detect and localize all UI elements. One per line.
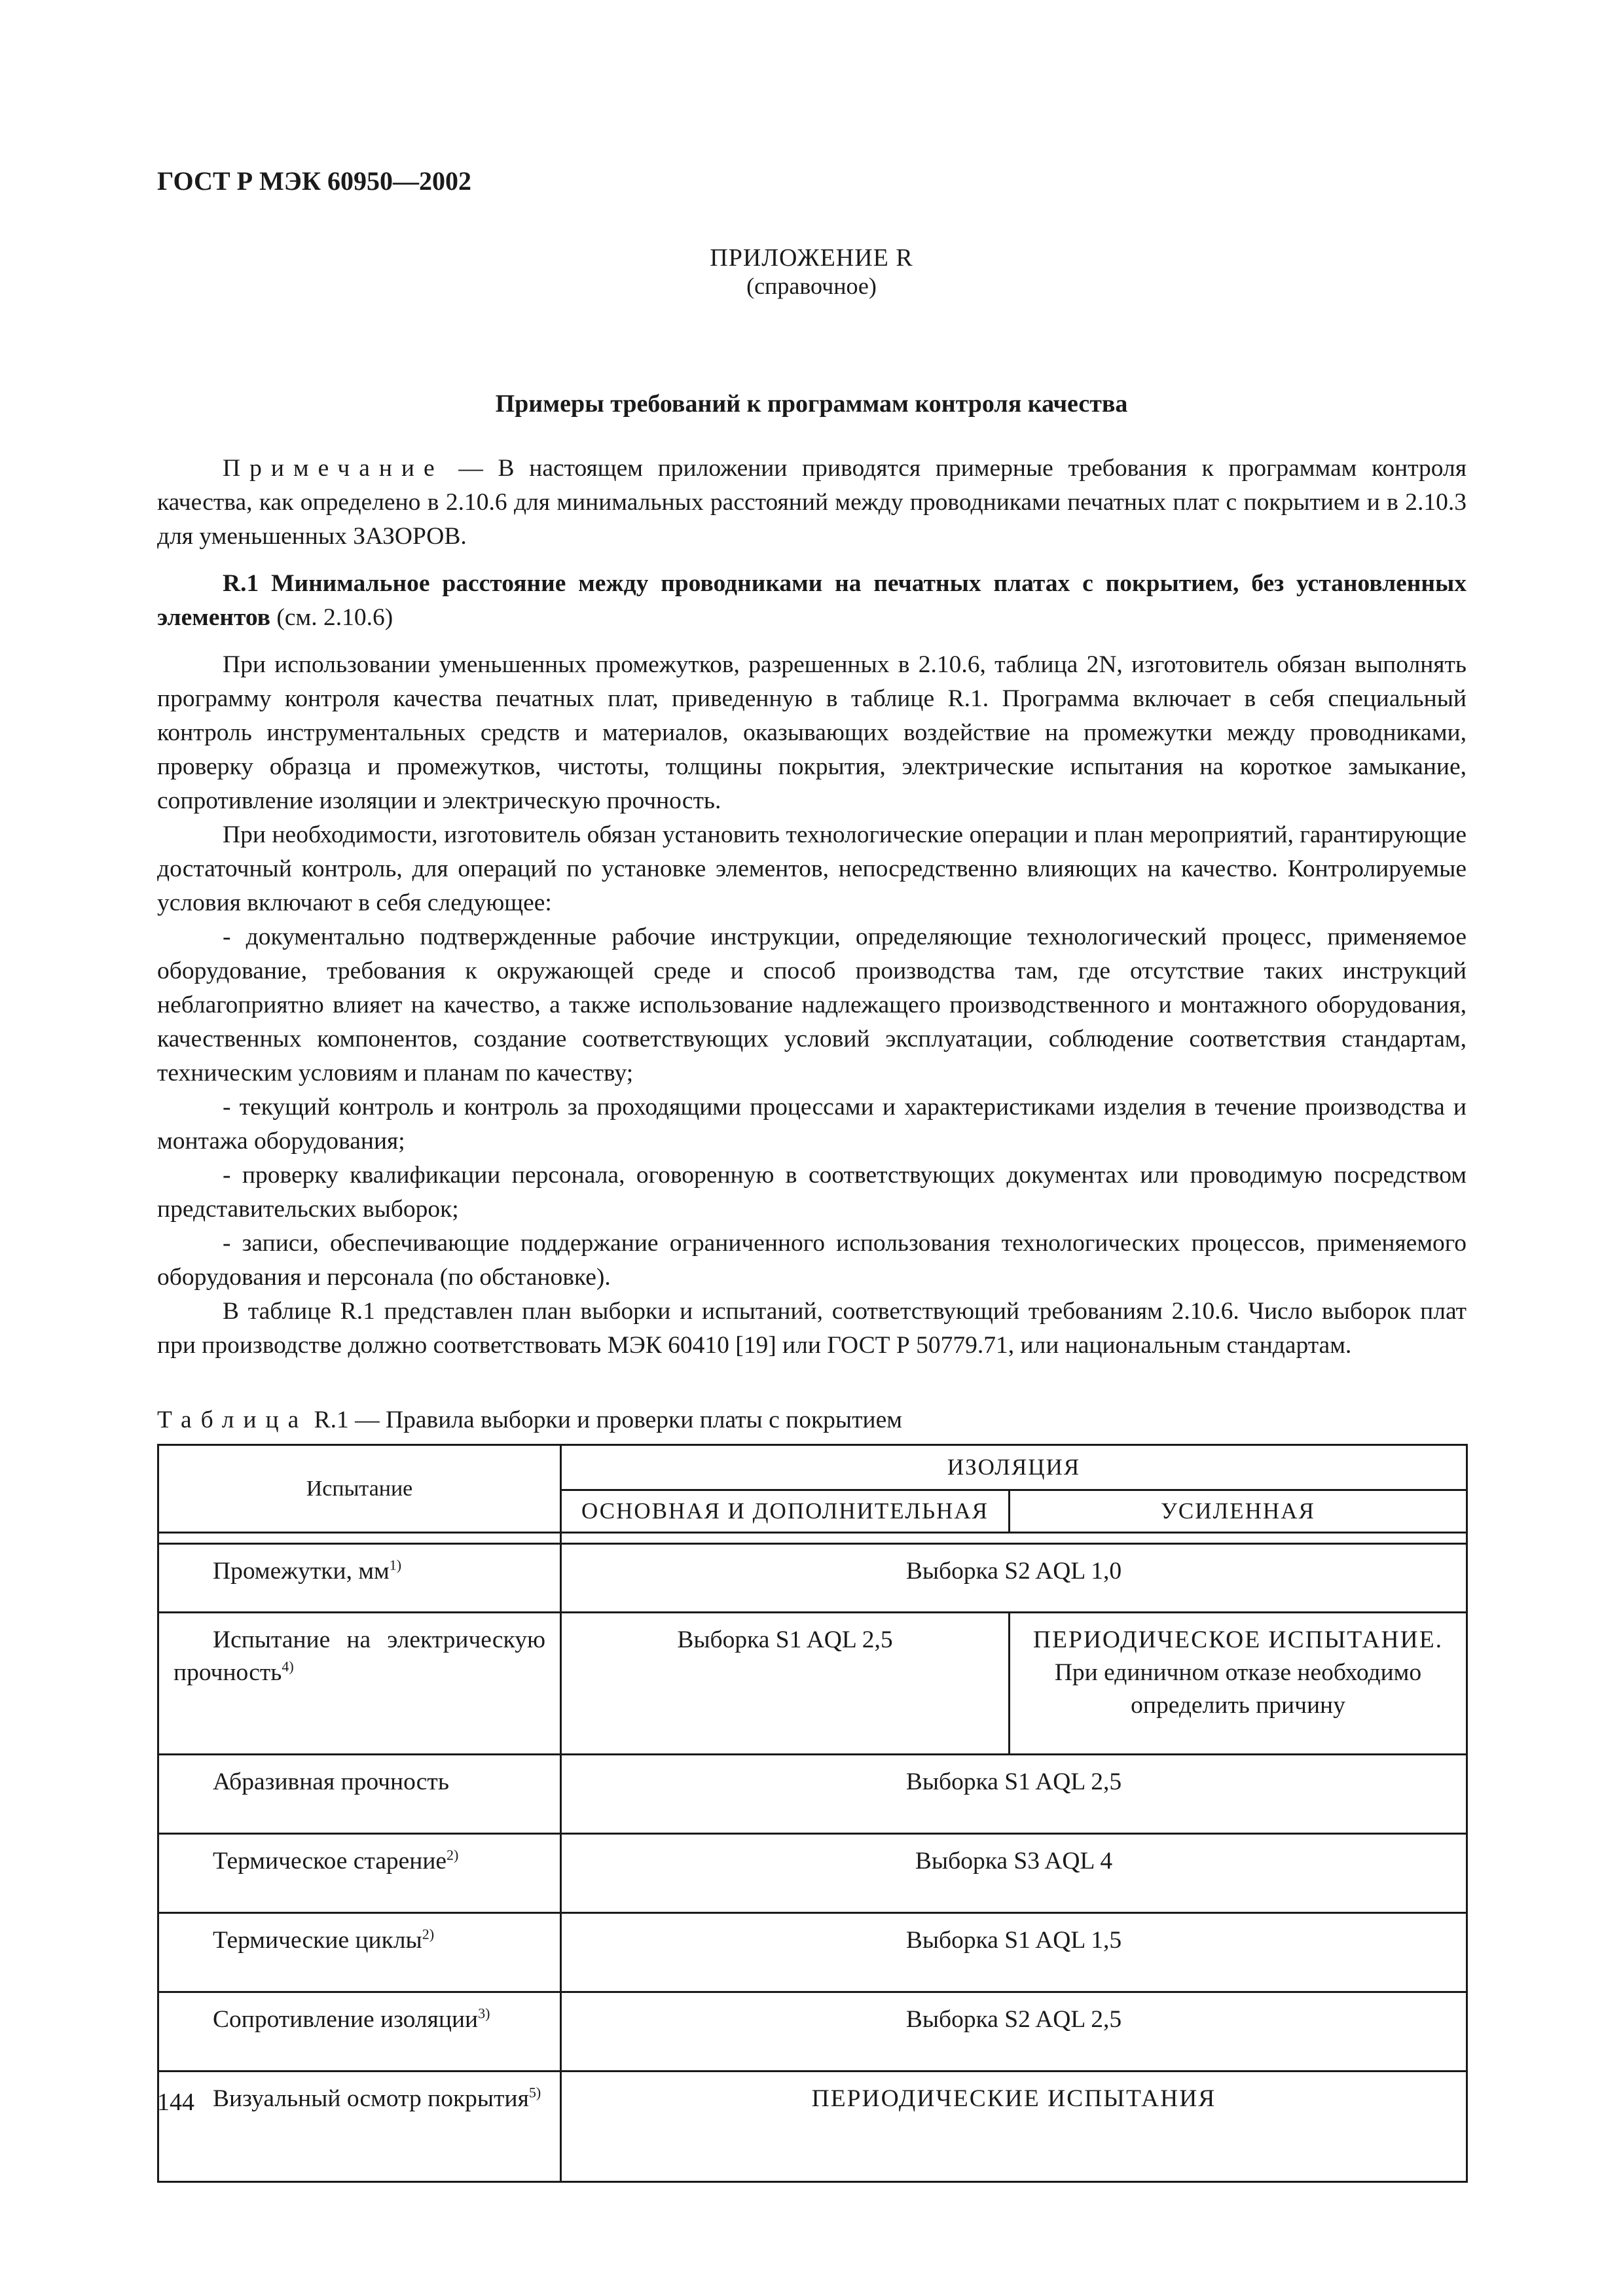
table-caption <box>157 1406 902 1434</box>
note-label: Примечание <box>223 455 444 482</box>
list-item: - записи, обеспечивающие поддержание ограниченного использования технологических процессов, применяемого оборудования и персонала (по обстановке). <box>157 1230 1467 1291</box>
note-text: — В настоящем приложении приводятся примерные требования к программам контроля качества, как определено в 2.10.6 для минимальных расстояний между проводниками печатных плат с покрытием и в 2.10.3 для уменьшенных ЗАЗОРОВ. <box>157 455 1467 550</box>
r1-reference: (см. 2.10.6) <box>270 604 393 631</box>
table-caption-label: Таблица <box>157 1407 308 1433</box>
reinforced-text: При единичном отказе необходимо определить причину <box>1054 1659 1422 1719</box>
table-row <box>158 1544 1467 1613</box>
table-row <box>158 1613 1467 1755</box>
note-paragraph <box>157 452 1467 554</box>
list-item: - текущий контроль и контроль за проходящими процессами и характеристиками изделия в течение производства и монтажа оборудования; <box>157 1094 1467 1155</box>
header-spacer <box>158 1533 1467 1544</box>
header-basic: ОСНОВНАЯ И ДОПОЛНИТЕЛЬНАЯ <box>561 1490 1010 1533</box>
reinforced-title: ПЕРИОДИЧЕСКОЕ ИСПЫТАНИЕ. <box>1033 1626 1443 1653</box>
appendix-subtitle: (справочное) <box>746 273 877 299</box>
table-row <box>158 1834 1467 1913</box>
row-value: Выборка S1 AQL 2,5 <box>561 1755 1467 1834</box>
table-row <box>158 1992 1467 2072</box>
page-number: 144 <box>157 2089 194 2116</box>
appendix-title: ПРИЛОЖЕНИЕ R <box>710 244 913 272</box>
paragraph: В таблице R.1 представлен план выборки и испытаний, соответствующий требованиям 2.10.6. Число выборок плат при производстве должно соответствовать МЭК 60410 [19] или ГОСТ Р 50779.71, или национальным стандартам. <box>157 1298 1467 1359</box>
row-label: Термическое старение$^{2)}$ <box>158 1834 561 1913</box>
standard-id: ГОСТ Р МЭК 60950—2002 <box>157 166 471 196</box>
row-label: Промежутки, $мм^{1)}$ <box>158 1544 561 1613</box>
row-value: Выборка S3 AQL 4 <box>561 1834 1467 1913</box>
table-row <box>158 2072 1467 2182</box>
row-label: Термические циклы$^{2)}$ <box>158 1913 561 1992</box>
row-value-basic: Выборка S1 AQL 2,5 <box>561 1613 1010 1755</box>
row-label: Испытание на электрическую прочность$^{4)}$ <box>158 1613 561 1755</box>
row-value-reinforced <box>1010 1613 1467 1755</box>
row-value: Выборка S2 AQL 1,0 <box>561 1544 1467 1613</box>
table-caption-text: R.1 — Правила выборки и проверки платы с покрытием <box>308 1407 902 1433</box>
header-reinforced: УСИЛЕННАЯ <box>1010 1490 1467 1533</box>
row-value: ПЕРИОДИЧЕСКИЕ ИСПЫТАНИЯ <box>561 2072 1467 2182</box>
section-title: Примеры требований к программам контроля качества <box>495 390 1128 418</box>
paragraph: При необходимости, изготовитель обязан установить технологические операции и план мероприятий, гарантирующие достаточный контроль, для операций по установке элементов, непосредственно влияющих на качество. Контролируемые условия включают в себя следующее: <box>157 821 1467 916</box>
body-text <box>157 452 1467 1363</box>
row-label: Визуальный осмотр покрытия$^{5)}$ <box>158 2072 561 2182</box>
table-row <box>158 1755 1467 1834</box>
row-label: Абразивная прочность <box>158 1755 561 1834</box>
row-value: Выборка S1 AQL 1,5 <box>561 1913 1467 1992</box>
row-value: Выборка S2 AQL 2,5 <box>561 1992 1467 2072</box>
table-row <box>158 1913 1467 1992</box>
sampling-table <box>157 1444 1468 2183</box>
row-label: Сопротивление изоляции$^{3)}$ <box>158 1992 561 2072</box>
spacer-cell <box>561 1533 1467 1544</box>
header-test: Испытание <box>158 1445 561 1533</box>
r1-heading: R.1 Минимальное расстояние между проводниками на печатных платах с покрытием, без установленных элементов <box>157 570 1467 631</box>
r1-heading-paragraph <box>157 567 1467 635</box>
paragraph: При использовании уменьшенных промежутков, разрешенных в 2.10.6, таблица 2N, изготовитель обязан выполнять программу контроля качества печатных плат, приведенную в таблице R.1. Программа включает в себя специальный контроль инструментальных средств и материалов, оказывающих воздействие на промежутки между проводниками, проверку образца и промежутков, чистоты, толщины покрытия, электрические испытания на короткое замыкание, сопротивление изоляции и электрическую прочность. <box>157 651 1467 814</box>
list-item: - проверку квалификации персонала, оговоренную в соответствующих документах или проводимую посредством представительских выборок; <box>157 1162 1467 1223</box>
spacer-cell <box>158 1533 561 1544</box>
list-item: - документально подтвержденные рабочие инструкции, определяющие технологический процесс, применяемое оборудование, требования к окружающей среде и способ производства там, где отсутствие таких инструкций неблагоприятно влияет на качество, а также использование надлежащего производственного и монтажного оборудования, качественных компонентов, создание соответствующих условий эксплуатации, соблюдение соответствия стандартам, техническим условиям и планам по качеству; <box>157 924 1467 1086</box>
header-isolation: ИЗОЛЯЦИЯ <box>561 1445 1467 1490</box>
